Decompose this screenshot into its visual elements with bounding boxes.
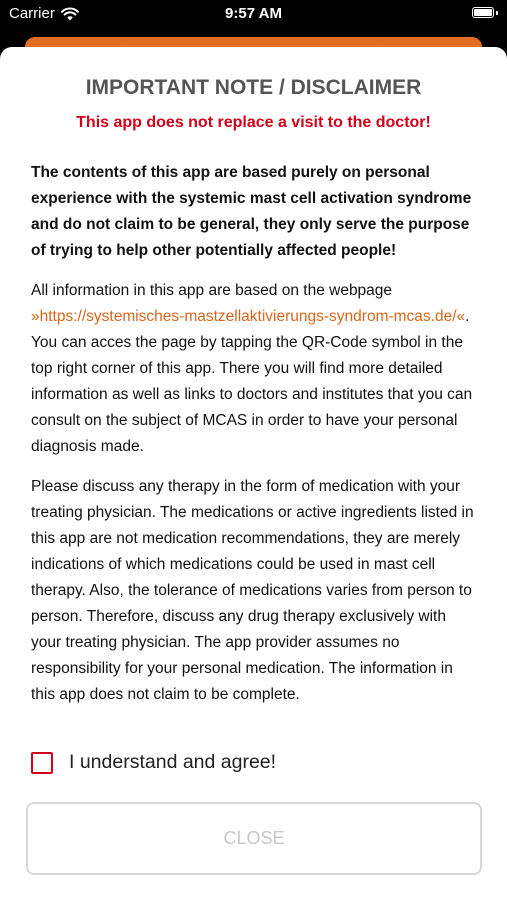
agree-checkbox-row[interactable]	[31, 751, 276, 774]
info-text-after-link: . You can acces the page by tapping the QR-Code symbol in the top right corner of this app. There you will find more detailed information as well as links to doctors and institutes that you can consult on the subject of MCAS in order to have your personal diagnosis made.	[31, 308, 473, 455]
status-time: 9:57 AM	[225, 5, 282, 22]
website-link[interactable]: »https://systemisches-mastzellaktivierungs-syndrom-mcas.de/«	[31, 308, 466, 325]
therapy-paragraph: Please discuss any therapy in the form of medication with your treating physician. The medications or active ingredients listed in this app are not medication recommendations, they are merely indications of which medications could be used in mast cell therapy. Also, the tolerance of medications varies from person to person. Therefore, discuss any drug therapy exclusively with your treating physician. The app provider assumes no responsibility for your personal medication. The information in this app does not claim to be complete.	[31, 478, 474, 703]
intro-paragraph: The contents of this app are based purely on personal experience with the systemic mast cell activation syndrome and do not claim to be general, they only serve the purpose of trying to help other potentially affected people!	[31, 164, 472, 259]
agree-label: I understand and agree!	[69, 751, 277, 773]
info-text-before-link: All information in this app are based on the webpage	[31, 282, 393, 299]
scroll-fade	[31, 713, 479, 723]
dialog-title: IMPORTANT NOTE / DISCLAIMER	[85, 76, 422, 99]
agree-checkbox[interactable]	[31, 752, 53, 774]
carrier-label: Carrier	[9, 5, 55, 22]
battery-icon	[472, 7, 494, 18]
info-paragraph	[31, 278, 479, 460]
close-button[interactable]: CLOSE	[26, 802, 482, 875]
warning-text: This app does not replace a visit to the doctor!	[76, 114, 431, 131]
status-bar	[0, 0, 507, 30]
disclaimer-scroll-area[interactable]	[31, 160, 479, 723]
battery-tip	[496, 11, 498, 15]
